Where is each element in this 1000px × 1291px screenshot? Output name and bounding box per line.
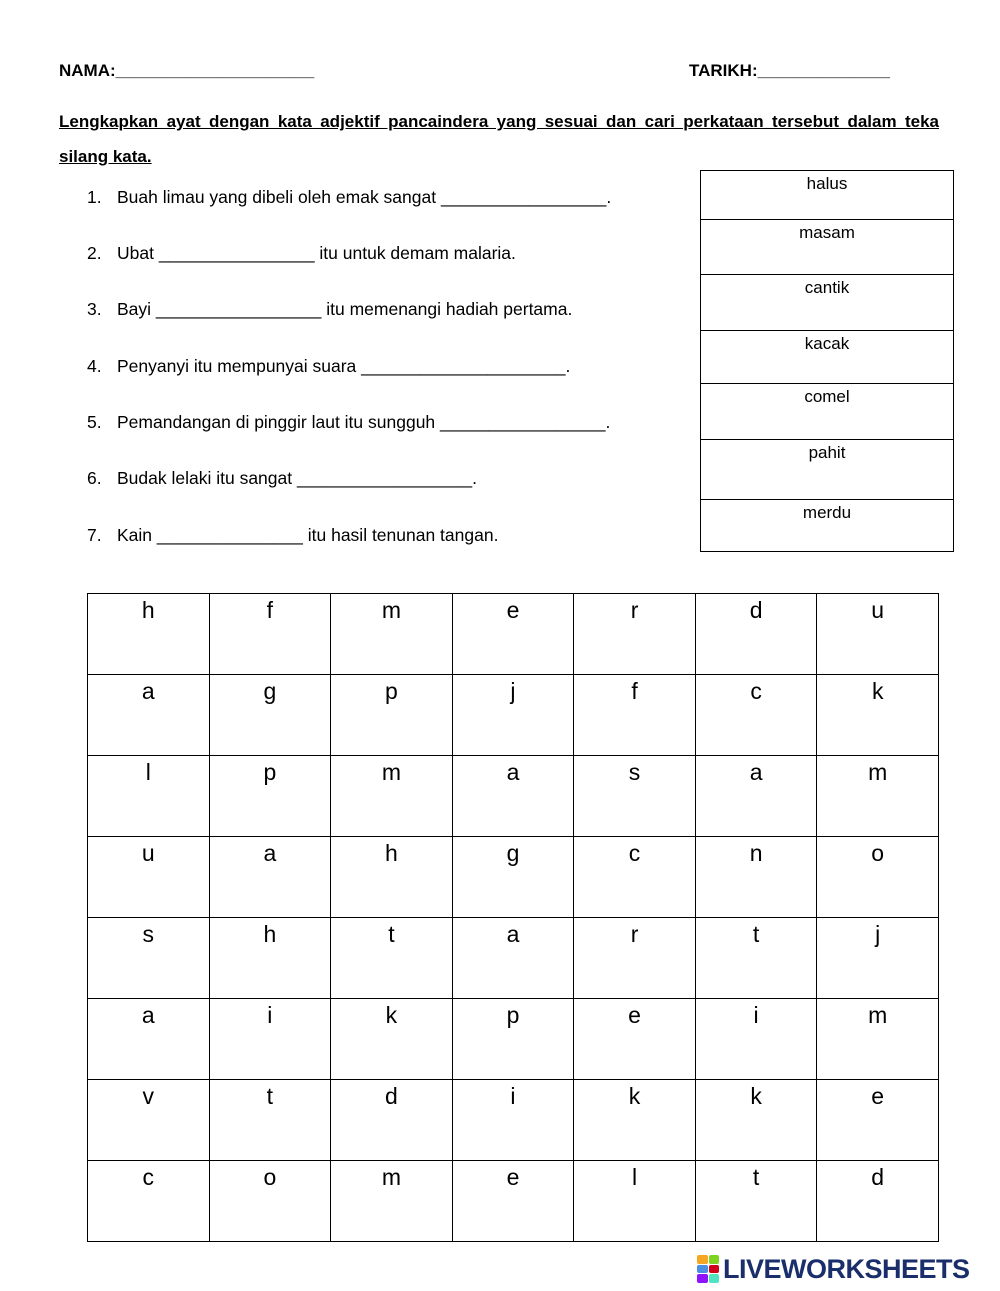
grid-cell: j xyxy=(817,918,939,999)
grid-cell: a xyxy=(695,756,817,837)
grid-cell: e xyxy=(574,999,696,1080)
grid-cell: m xyxy=(331,1161,453,1242)
grid-cell: p xyxy=(452,999,574,1080)
grid-cell: c xyxy=(574,837,696,918)
grid-cell: a xyxy=(452,918,574,999)
grid-cell: l xyxy=(88,756,210,837)
logo-block xyxy=(709,1265,720,1274)
grid-cell: o xyxy=(209,1161,331,1242)
grid-cell: a xyxy=(452,756,574,837)
question-5: 5. Pemandangan di pinggir laut itu sungguh _________________. xyxy=(87,412,611,432)
grid-cell: i xyxy=(209,999,331,1080)
grid-cell: k xyxy=(331,999,453,1080)
instruction-text: Lengkapkan ayat dengan kata adjektif pancaindera yang sesuai dan cari perkataan tersebut dalam teka silang kata. xyxy=(59,112,939,166)
grid-cell: s xyxy=(88,918,210,999)
logo-block xyxy=(697,1265,708,1274)
grid-cell: t xyxy=(331,918,453,999)
logo-block xyxy=(709,1255,720,1264)
grid-cell: d xyxy=(331,1080,453,1161)
grid-cell: m xyxy=(331,756,453,837)
grid-cell: k xyxy=(574,1080,696,1161)
grid-cell: c xyxy=(88,1161,210,1242)
grid-cell: o xyxy=(817,837,939,918)
grid-cell: v xyxy=(88,1080,210,1161)
grid-row xyxy=(88,1161,939,1242)
grid-cell: m xyxy=(817,756,939,837)
grid-cell: f xyxy=(574,675,696,756)
date-field-label: TARIKH:______________ xyxy=(689,61,890,80)
question-4: 4. Penyanyi itu mempunyai suara _____________________. xyxy=(87,356,571,376)
grid-cell: i xyxy=(452,1080,574,1161)
grid-cell: h xyxy=(88,594,210,675)
grid-cell: k xyxy=(817,675,939,756)
grid-cell: h xyxy=(209,918,331,999)
logo-block xyxy=(709,1274,720,1283)
grid-cell: c xyxy=(695,675,817,756)
question-6: 6. Budak lelaki itu sangat __________________. xyxy=(87,468,478,488)
grid-cell: e xyxy=(452,1161,574,1242)
grid-row xyxy=(88,594,939,675)
grid-cell: n xyxy=(695,837,817,918)
grid-cell: g xyxy=(452,837,574,918)
grid-cell: d xyxy=(817,1161,939,1242)
word-bank-item: merdu xyxy=(802,503,852,522)
grid-cell: a xyxy=(209,837,331,918)
grid-row xyxy=(88,918,939,999)
word-bank-item: cantik xyxy=(701,275,953,331)
grid-cell: f xyxy=(209,594,331,675)
grid-cell: p xyxy=(209,756,331,837)
word-bank-item: masam xyxy=(701,220,953,275)
grid-row xyxy=(88,1080,939,1161)
grid-row xyxy=(88,756,939,837)
grid-cell: g xyxy=(209,675,331,756)
question-2: 2. Ubat ________________ itu untuk demam malaria. xyxy=(87,243,516,263)
grid-cell: r xyxy=(574,918,696,999)
grid-row xyxy=(88,675,939,756)
question-3: 3. Bayi _________________ itu memenangi hadiah pertama. xyxy=(87,299,573,319)
grid-cell: u xyxy=(88,837,210,918)
grid-cell: k xyxy=(695,1080,817,1161)
grid-cell: t xyxy=(695,918,817,999)
liveworksheets-logo-icon xyxy=(697,1255,719,1283)
grid-cell: j xyxy=(452,675,574,756)
word-bank xyxy=(700,170,954,552)
word-search-grid xyxy=(87,593,939,1242)
grid-cell: r xyxy=(574,594,696,675)
grid-cell: m xyxy=(817,999,939,1080)
grid-row xyxy=(88,837,939,918)
grid-cell: e xyxy=(817,1080,939,1161)
logo-text: LIVEWORKSHEETS xyxy=(723,1253,970,1284)
grid-cell: s xyxy=(574,756,696,837)
word-bank-item: halus xyxy=(701,171,953,220)
word-bank-item: pahit xyxy=(701,440,953,500)
grid-cell: e xyxy=(452,594,574,675)
logo-block xyxy=(697,1274,708,1283)
grid-cell: p xyxy=(331,675,453,756)
grid-cell: u xyxy=(817,594,939,675)
name-field-label: NAMA:_____________________ xyxy=(59,61,315,80)
word-bank-item: kacak xyxy=(701,331,953,384)
grid-cell: l xyxy=(574,1161,696,1242)
grid-cell: a xyxy=(88,999,210,1080)
grid-cell: i xyxy=(695,999,817,1080)
grid-cell: t xyxy=(695,1161,817,1242)
question-7: 7. Kain _______________ itu hasil tenunan tangan. xyxy=(87,525,499,545)
grid-cell: d xyxy=(695,594,817,675)
grid-cell: t xyxy=(209,1080,331,1161)
grid-cell: a xyxy=(88,675,210,756)
word-bank-item: comel xyxy=(701,384,953,440)
grid-cell: m xyxy=(331,594,453,675)
grid-cell: h xyxy=(331,837,453,918)
grid-row xyxy=(88,999,939,1080)
logo-block xyxy=(697,1255,708,1264)
question-1: 1. Buah limau yang dibeli oleh emak sangat _________________. xyxy=(87,187,612,207)
liveworksheets-logo[interactable] xyxy=(697,1253,970,1285)
